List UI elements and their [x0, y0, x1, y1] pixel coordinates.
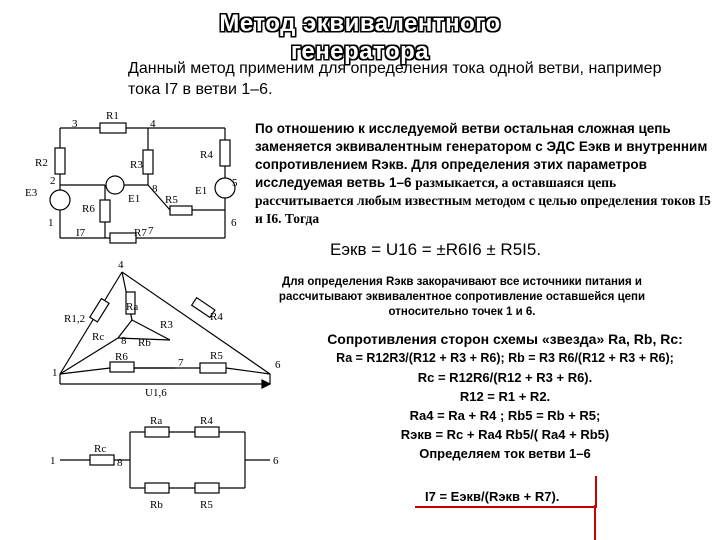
c1-node-4: 4: [150, 118, 156, 130]
c2-node-4: 4: [118, 259, 124, 271]
c1-label-r5: R5: [165, 194, 178, 206]
formula-line: Ra = R12R3/(R12 + R3 + R6); Rb = R3 R6/(R12 + R3 + R6);: [336, 351, 674, 365]
c2-label-rb: Rb: [138, 337, 151, 349]
c3-node-8: 8: [117, 457, 123, 469]
circuit-original-diagram: [0, 100, 250, 260]
c2-label-ra: Ra: [126, 301, 139, 313]
c2-label-u16: U1,6: [145, 387, 167, 398]
c1-node-6: 6: [231, 217, 237, 229]
formula-line: Rэкв = Rc + Ra4 Rb5/( Ra4 + Rb5): [400, 427, 610, 442]
formula-line: R12 = R1 + R2.: [459, 389, 551, 404]
c1-label-e3-left: E3: [25, 187, 38, 199]
c1-label-e1: E1: [128, 193, 141, 205]
c1-node-8: 8: [152, 183, 158, 195]
circuit-star-diagram: [0, 258, 290, 398]
c3-label-r5: R5: [200, 499, 213, 511]
c1-node-1: 1: [48, 217, 54, 229]
c1-label-e3-right: E1: [195, 185, 208, 197]
c1-node-3: 3: [72, 118, 78, 130]
c1-node-2: 2: [50, 175, 56, 187]
formulas-block: [290, 330, 720, 463]
c1-label-r2: R2: [35, 157, 48, 169]
formula-line: Rc = R12R6/(R12 + R3 + R6).: [417, 370, 593, 385]
c3-label-rc: Rc: [94, 443, 107, 455]
final-equation: I7 = Eэкв/(Rэкв + R7).: [425, 489, 560, 504]
c1-label-r1: R1: [106, 110, 119, 122]
c2-node-1: 1: [52, 367, 58, 379]
paragraph1-part-a: По отношению к исследуемой ветви остальная сложная цепь заменяется эквивалентным генератором с ЭДС Eэкв и внутренним сопротивлением Rэкв. Для определения этих параметров исследуемая ветвь 1–6: [255, 121, 708, 190]
c2-label-r6: R6: [115, 351, 128, 363]
formula-line: Сопротивления сторон схемы «звезда» Ra, Rb, Rc:: [327, 331, 683, 347]
c2-node-8: 8: [121, 335, 127, 347]
page-title: Метод эквивалентного генератора: [219, 10, 501, 65]
c3-label-ra: Ra: [150, 415, 163, 427]
formula-line: Определяем ток ветви 1–6: [419, 446, 591, 461]
circuit-equivalent-diagram: [0, 410, 290, 520]
c1-label-r4: R4: [200, 149, 213, 161]
c1-label-r3: R3: [130, 159, 143, 171]
c2-node-7: 7: [178, 357, 184, 369]
c3-node-6: 6: [273, 455, 279, 467]
c1-node-7: 7: [148, 225, 154, 237]
intro-text: Данный метод применим для определения тока одной ветви, например тока I7 в ветви 1–6.: [128, 60, 662, 98]
c2-label-r5: R5: [210, 350, 223, 362]
c3-label-r4: R4: [200, 415, 213, 427]
c2-label-r3: R3: [160, 319, 173, 331]
paragraph-rekv: Для определения Rэкв закорачивают все источники питания и рассчитывают эквивалентное сопротивление оставшейся цепи относительно точек 1 и 6.: [278, 276, 646, 318]
c2-label-r12: R1,2: [64, 313, 86, 325]
c2-node-6: 6: [275, 359, 281, 371]
c1-label-r6: R6: [82, 203, 95, 215]
formula-line: Ra4 = Ra + R4 ; Rb5 = Rb + R5;: [409, 408, 601, 423]
c1-label-r7: R7: [134, 227, 147, 239]
paragraph1-part-b: размыкается, а оставшаяся цепь рассчитывается любым известным методом с целью определения токов I5 и I6. Тогда: [255, 175, 711, 226]
c1-label-i7: I7: [76, 227, 86, 239]
c1-node-5: 5: [232, 177, 238, 189]
c3-node-1: 1: [50, 455, 56, 467]
equation-eekv: Eэкв = U16 = ±R6I6 ± R5I5.: [330, 240, 542, 259]
c2-label-r4: R4: [210, 311, 223, 323]
c2-label-rc: Rc: [92, 331, 105, 343]
paragraph-equivalent-generator: [255, 120, 715, 228]
final-equation-frame-tail: [594, 505, 596, 540]
c3-label-rb: Rb: [150, 499, 163, 511]
